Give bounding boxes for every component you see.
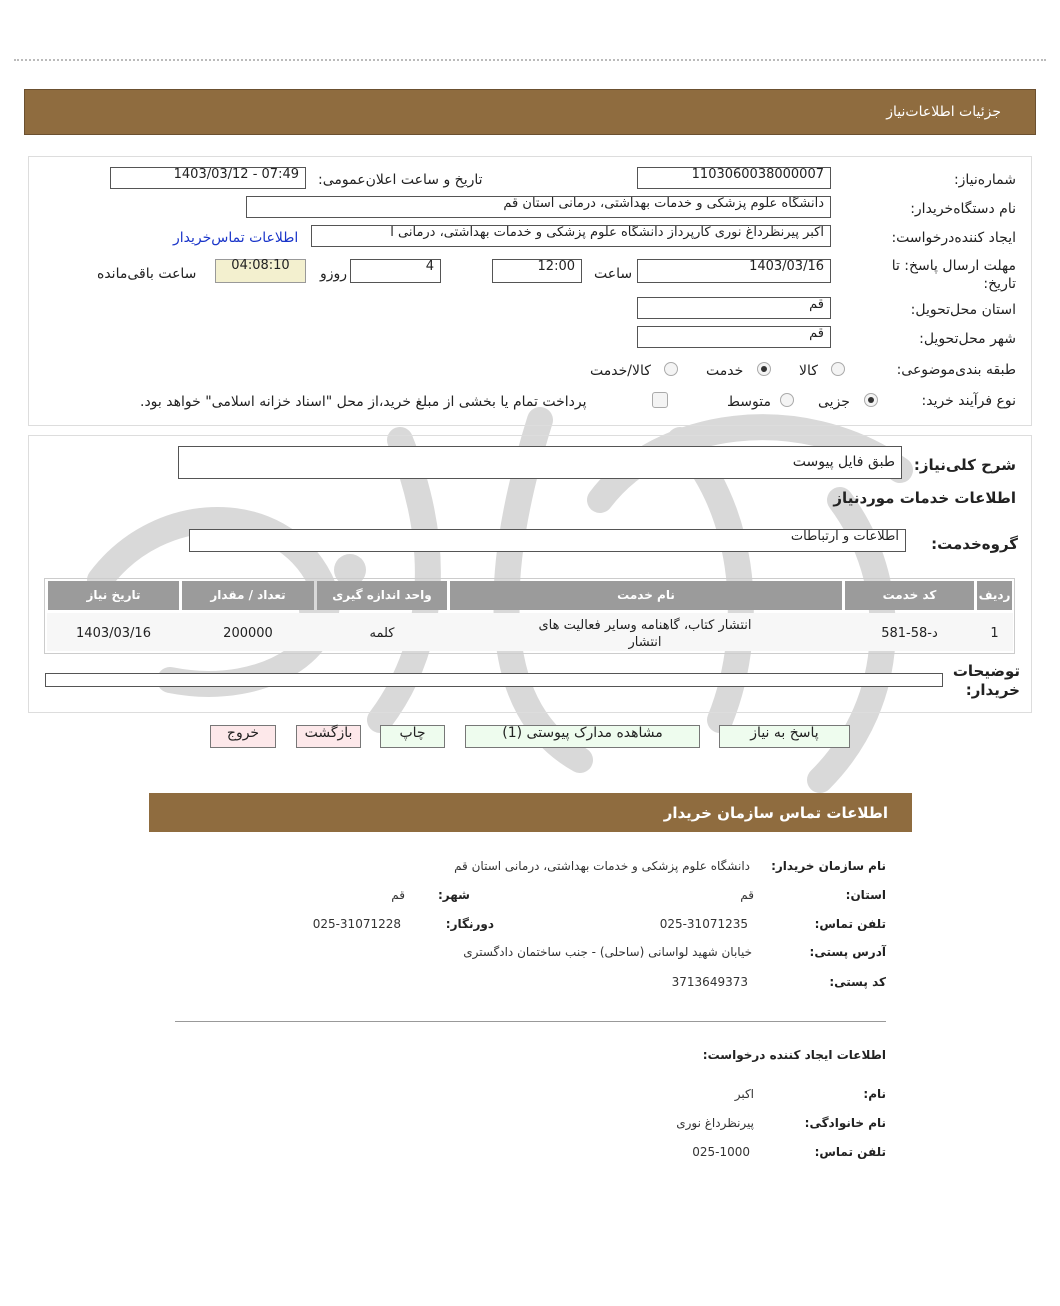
- creator-section-title: اطلاعات ایجاد کننده درخواست:: [702, 1048, 886, 1062]
- service-group-field: اطلاعات و ارتباطات: [189, 529, 906, 552]
- buyer-org-field: دانشگاه علوم پزشکی و خدمات بهداشتی، درمانی استان قم: [246, 196, 831, 218]
- remaining-time-field: 04:08:10: [215, 259, 306, 283]
- cell-service-code: د-58-581: [881, 626, 938, 641]
- contact-fax-value: 025-31071228: [312, 917, 401, 931]
- contact-city-value: قم: [391, 888, 405, 902]
- category-label: طبقه بندی‌موضوعی:: [896, 362, 1016, 378]
- creator-family-value: پیرنظرداغ نوری: [676, 1116, 754, 1130]
- category-radio-service[interactable]: [757, 362, 771, 376]
- category-radio-goods-service[interactable]: [664, 362, 678, 376]
- buyer-notes-field: [45, 673, 943, 687]
- contact-section-header: [149, 793, 912, 832]
- deadline-time-field: 12:00: [492, 259, 582, 283]
- deadline-date-field: 1403/03/16: [637, 259, 831, 283]
- print-button[interactable]: چاپ: [380, 725, 445, 748]
- deadline-label: مهلت ارسال پاسخ: تا تاریخ:: [891, 258, 1016, 292]
- deadline-time-label: ساعت: [594, 266, 633, 282]
- category-option-goods: کالا: [799, 363, 818, 379]
- need-description-label: شرح کلی‌نیاز:: [913, 456, 1016, 474]
- contact-province-value: قم: [740, 888, 754, 902]
- service-group-label: گروه‌خدمت:: [931, 535, 1018, 553]
- process-option-medium: متوسط: [727, 394, 771, 410]
- need-number-field: 1103060038000007: [637, 167, 831, 189]
- buyer-notes-label: توضیحات خریدار:: [952, 662, 1020, 699]
- contact-divider: [175, 1021, 886, 1022]
- contact-phone-value: 025-31071235: [659, 917, 748, 931]
- buyer-contact-link[interactable]: اطلاعات تماس‌خریدار: [173, 230, 299, 246]
- view-attachments-button[interactable]: مشاهده مدارک پیوستی (1): [465, 725, 700, 748]
- creator-field: اکبر پیرنظرداغ نوری کارپرداز دانشگاه علوم پزشکی و خدمات بهداشتی، درمانی ا: [311, 225, 831, 247]
- delivery-city-label: شهر محل‌تحویل:: [919, 331, 1016, 347]
- cell-service-name: انتشار کتاب، گاهنامه وسایر فعالیت های انتشار: [538, 618, 752, 650]
- delivery-province-label: استان محل‌تحویل:: [910, 302, 1016, 318]
- contact-province-label: استان:: [845, 888, 886, 902]
- delivery-province-field: قم: [637, 297, 831, 319]
- creator-phone-label: تلفن تماس:: [814, 1145, 886, 1159]
- creator-name-label: نام:: [863, 1087, 886, 1101]
- creator-phone-value: 025-1000: [692, 1145, 750, 1159]
- col-header-quantity: تعداد / مقدار: [182, 581, 314, 610]
- announce-date-field: 1403/03/12 - 07:49: [110, 167, 306, 189]
- need-description-field: طبق فایل پیوست: [178, 446, 902, 479]
- process-radio-medium[interactable]: [780, 393, 794, 407]
- treasury-payment-note: پرداخت تمام یا بخشی از مبلغ خرید،از محل "اسناد خزانه اسلامی" خواهد بود.: [140, 394, 587, 410]
- col-header-name: نام خدمت: [450, 581, 842, 610]
- contact-fax-label: دورنگار:: [445, 917, 494, 931]
- col-header-date: تاریخ نیاز: [48, 581, 179, 610]
- buyer-org-label: نام دستگاه‌خریدار:: [910, 201, 1016, 217]
- cell-quantity: 200000: [223, 626, 273, 641]
- contact-postal-label: کد پستی:: [829, 975, 886, 989]
- process-radio-minor[interactable]: [864, 393, 878, 407]
- col-header-code: کد خدمت: [845, 581, 974, 610]
- page-title: جزئیات اطلاعات‌نیاز: [886, 104, 1001, 120]
- exit-button[interactable]: خروج: [210, 725, 276, 748]
- col-header-unit: واحد اندازه گیری: [317, 581, 447, 610]
- process-option-minor: جزیی: [818, 394, 850, 410]
- cell-row-number: 1: [990, 626, 999, 641]
- category-option-service: خدمت: [706, 363, 744, 379]
- back-button[interactable]: بازگشت: [296, 725, 361, 748]
- contact-phone-label: تلفن تماس:: [814, 917, 886, 931]
- page-header: [24, 89, 1036, 135]
- remaining-label: ساعت باقی‌مانده: [97, 266, 197, 282]
- process-label: نوع فرآیند خرید:: [921, 393, 1016, 409]
- reply-to-need-button[interactable]: پاسخ به نیاز: [719, 725, 850, 748]
- days-label: روزو: [320, 266, 348, 282]
- contact-org-value: دانشگاه علوم پزشکی و خدمات بهداشتی، درمانی استان قم: [454, 859, 750, 873]
- contact-address-label: آدرس پستی:: [809, 945, 886, 959]
- creator-label: ایجاد کننده‌درخواست:: [891, 230, 1016, 246]
- cell-need-date: 1403/03/16: [76, 626, 151, 641]
- treasury-payment-checkbox[interactable]: [652, 392, 668, 408]
- top-divider: [14, 59, 1046, 61]
- announce-date-label: تاریخ و ساعت اعلان‌عمومی:: [318, 172, 483, 188]
- contact-postal-value: 3713649373: [671, 975, 748, 989]
- need-number-label: شماره‌نیاز:: [953, 172, 1016, 188]
- contact-org-label: نام سازمان خریدار:: [771, 859, 886, 873]
- contact-address-value: خیابان شهید لواسانی (ساحلی) - جنب ساختمان دادگستری: [463, 945, 752, 959]
- category-radio-goods[interactable]: [831, 362, 845, 376]
- services-section-title: اطلاعات خدمات موردنیاز: [833, 489, 1016, 507]
- creator-family-label: نام خانوادگی:: [804, 1116, 886, 1130]
- contact-city-label: شهر:: [438, 888, 470, 902]
- days-field: 4: [350, 259, 441, 283]
- category-option-goods-service: کالا/خدمت: [590, 363, 651, 379]
- cell-unit: کلمه: [369, 626, 395, 641]
- contact-section-title: اطلاعات تماس سازمان خریدار: [663, 804, 888, 822]
- delivery-city-field: قم: [637, 326, 831, 348]
- col-header-row: ردیف: [977, 581, 1012, 610]
- creator-name-value: اکبر: [734, 1087, 754, 1101]
